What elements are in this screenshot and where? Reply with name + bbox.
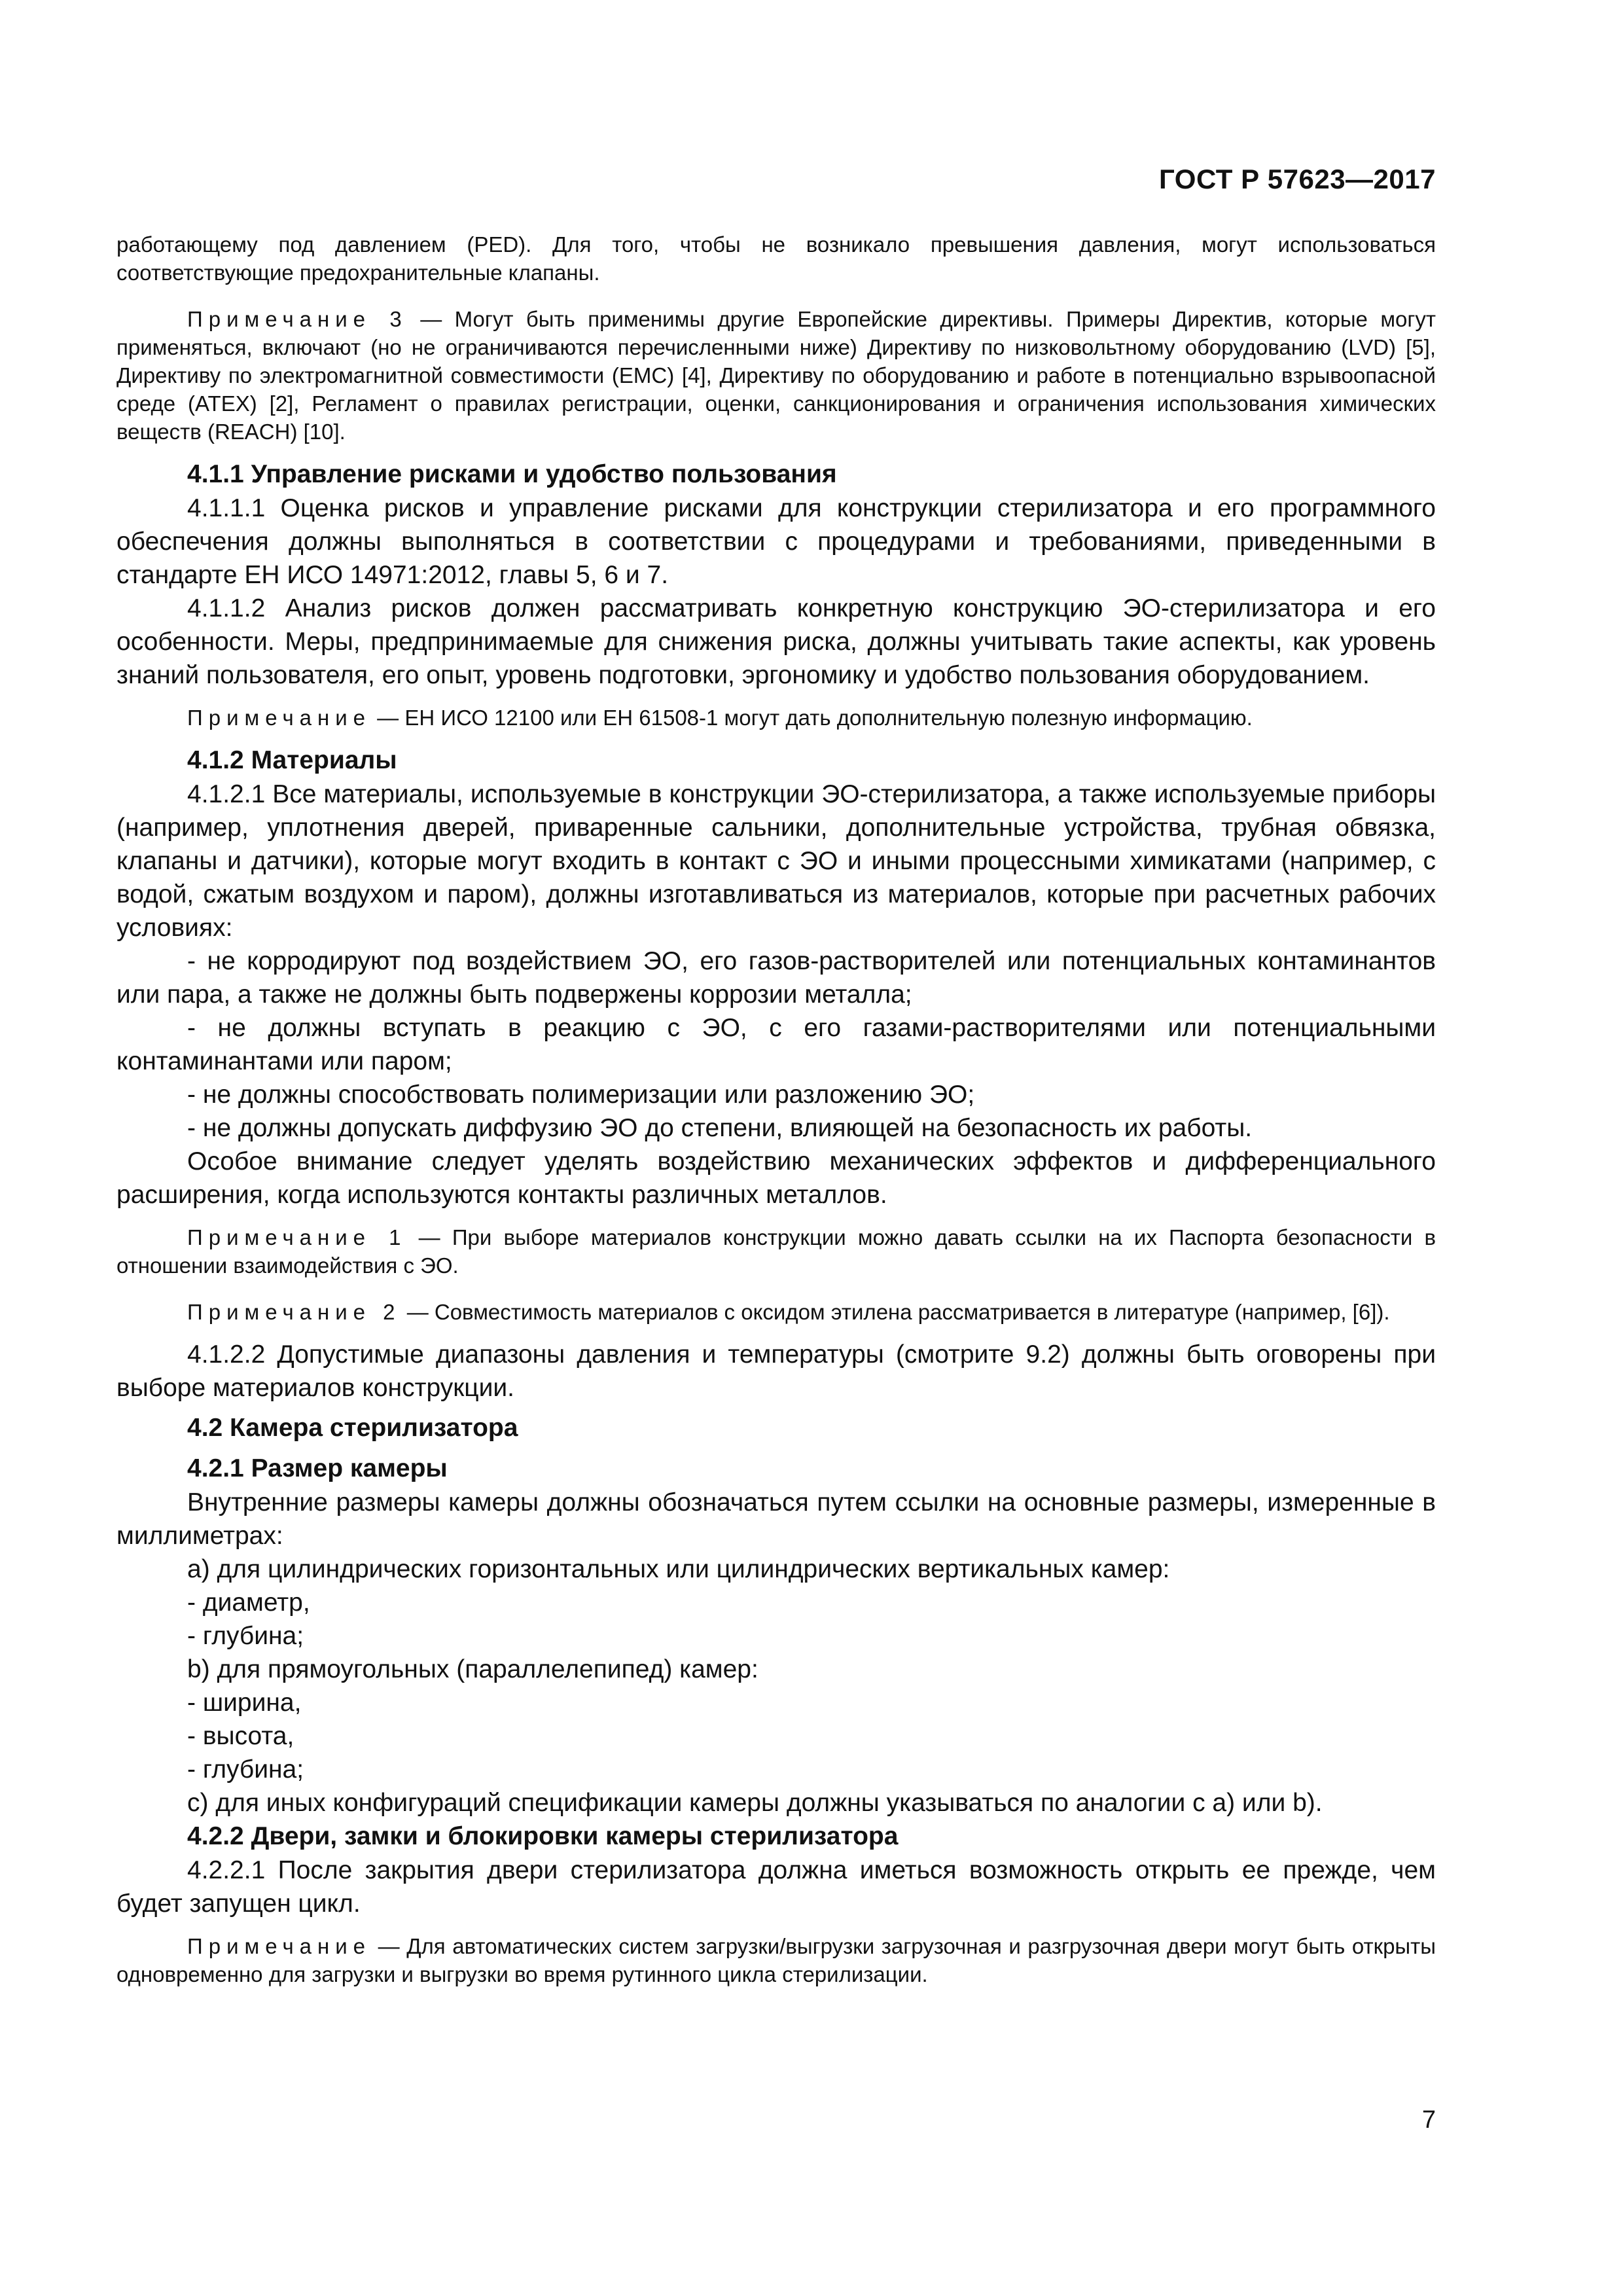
note-text: — Совместимость материалов с оксидом этилена рассматривается в литературе (например, [6]).	[401, 1300, 1390, 1324]
heading-4-2-1: 4.2.1 Размер камеры	[187, 1454, 448, 1482]
list-item: - не должны способствовать полимеризации или разложению ЭО;	[187, 1081, 975, 1109]
heading-4-1-1: 4.1.1 Управление рисками и удобство пользования	[187, 460, 837, 488]
heading-4-1-2: 4.1.2 Материалы	[187, 746, 397, 774]
list-item: - не корродируют под воздействием ЭО, его газов-растворителей или потенциальных контаминантов или пара, а также не должны быть подвержены коррозии металла;	[116, 947, 1436, 1009]
list-item: - диаметр,	[187, 1588, 310, 1617]
note-text: — Могут быть применимы другие Европейские директивы. Примеры Директив, которые могут применяться, включают (но не ограничиваются перечисленными ниже) Директиву по низковольтному оборудованию (LVD) [5], Директиву по электромагнитной совместимости (EMC) [4], Директиву по оборудованию и работе в потенциально взрывоопасной среде (ATEX) [2], Регламент о правилах регистрации, оценки, санкционирования и ограничения использования химических веществ (REACH) [10].	[116, 307, 1436, 444]
note-text: — При выборе материалов конструкции можно давать ссылки на их Паспорта безопасности в отношении взаимодействия с ЭО.	[116, 1225, 1436, 1278]
page-body	[116, 230, 1436, 1988]
note-label: Примечание	[187, 706, 372, 730]
paragraph-4-2-1: Внутренние размеры камеры должны обозначаться путем ссылки на основные размеры, измеренные в миллиметрах:	[116, 1488, 1436, 1550]
paragraph-4-2-2-1: 4.2.2.1 После закрытия двери стерилизатора должна иметься возможность открыть ее прежде, чем будет запущен цикл.	[116, 1856, 1436, 1918]
note-2-compatibility	[116, 1298, 1436, 1326]
paragraph-attention: Особое внимание следует уделять воздействию механических эффектов и дифференциального расширения, когда используются контакты различных металлов.	[116, 1147, 1436, 1209]
note-label: Примечание 1	[187, 1225, 407, 1249]
note-label: Примечание 2	[187, 1300, 401, 1324]
note-loading-doors	[116, 1932, 1436, 1988]
note-label: Примечание	[187, 1934, 372, 1958]
paragraph-continuation: работающему под давлением (PED). Для того, чтобы не возникало превышения давления, могут использоваться соответствующие предохранительные клапаны.	[116, 232, 1436, 285]
list-item: a) для цилиндрических горизонтальных или цилиндрических вертикальных камер:	[187, 1555, 1170, 1583]
list-item: - ширина,	[187, 1689, 302, 1717]
note-3-directives	[116, 305, 1436, 446]
document-id-header: ГОСТ Р 57623—2017	[1159, 164, 1436, 194]
note-standards	[116, 704, 1436, 732]
note-1-safety-data	[116, 1223, 1436, 1280]
list-item: - глубина;	[187, 1622, 304, 1650]
paragraph-4-1-2-1: 4.1.2.1 Все материалы, используемые в конструкции ЭО-стерилизатора, а также используемые приборы (например, уплотнения дверей, приваренные сальники, дополнительные устройства, трубная обвязка, клапаны и датчики), которые могут входить в контакт с ЭО и иными процессными химикатами (например, с водой, сжатым воздухом и паром), должны изготавливаться из материалов, которые при расчетных рабочих условиях:	[116, 780, 1436, 942]
list-item: - не должны вступать в реакцию с ЭО, с его газами-растворителями или потенциальными контаминантами или паром;	[116, 1014, 1436, 1075]
note-text: — Для автоматических систем загрузки/выгрузки загрузочная и разгрузочная двери могут быть открыты одновременно для загрузки и выгрузки во время рутинного цикла стерилизации.	[116, 1934, 1436, 1986]
list-item: c) для иных конфигураций спецификации камеры должны указываться по аналогии с a) или b).	[187, 1789, 1323, 1817]
paragraph-4-1-1-2: 4.1.1.2 Анализ рисков должен рассматривать конкретную конструкцию ЭО-стерилизатора и его особенности. Меры, предпринимаемые для снижения риска, должны учитывать такие аспекты, как уровень знаний пользователя, его опыт, уровень подготовки, эргономику и удобство пользования оборудованием.	[116, 594, 1436, 689]
note-label: Примечание 3	[187, 307, 408, 331]
list-item: - высота,	[187, 1722, 294, 1750]
list-item: - не должны допускать диффузию ЭО до степени, влияющей на безопасность их работы.	[187, 1114, 1253, 1142]
list-item: - глубина;	[187, 1755, 304, 1784]
paragraph-4-1-2-2: 4.1.2.2 Допустимые диапазоны давления и температуры (смотрите 9.2) должны быть оговорены при выборе материалов конструкции.	[116, 1340, 1436, 1402]
note-text: — ЕН ИСО 12100 или ЕН 61508-1 могут дать дополнительную полезную информацию.	[371, 706, 1253, 730]
heading-4-2-2: 4.2.2 Двери, замки и блокировки камеры стерилизатора	[187, 1822, 899, 1850]
paragraph-4-1-1-1: 4.1.1.1 Оценка рисков и управление рисками для конструкции стерилизатора и его программного обеспечения должны выполняться в соответствии с процедурами и требованиями, приведенными в стандарте ЕН ИСО 14971:2012, главы 5, 6 и 7.	[116, 494, 1436, 589]
page-number: 7	[1421, 2106, 1436, 2134]
list-item: b) для прямоугольных (параллелепипед) камер:	[187, 1655, 758, 1683]
heading-4-2: 4.2 Камера стерилизатора	[187, 1414, 518, 1442]
